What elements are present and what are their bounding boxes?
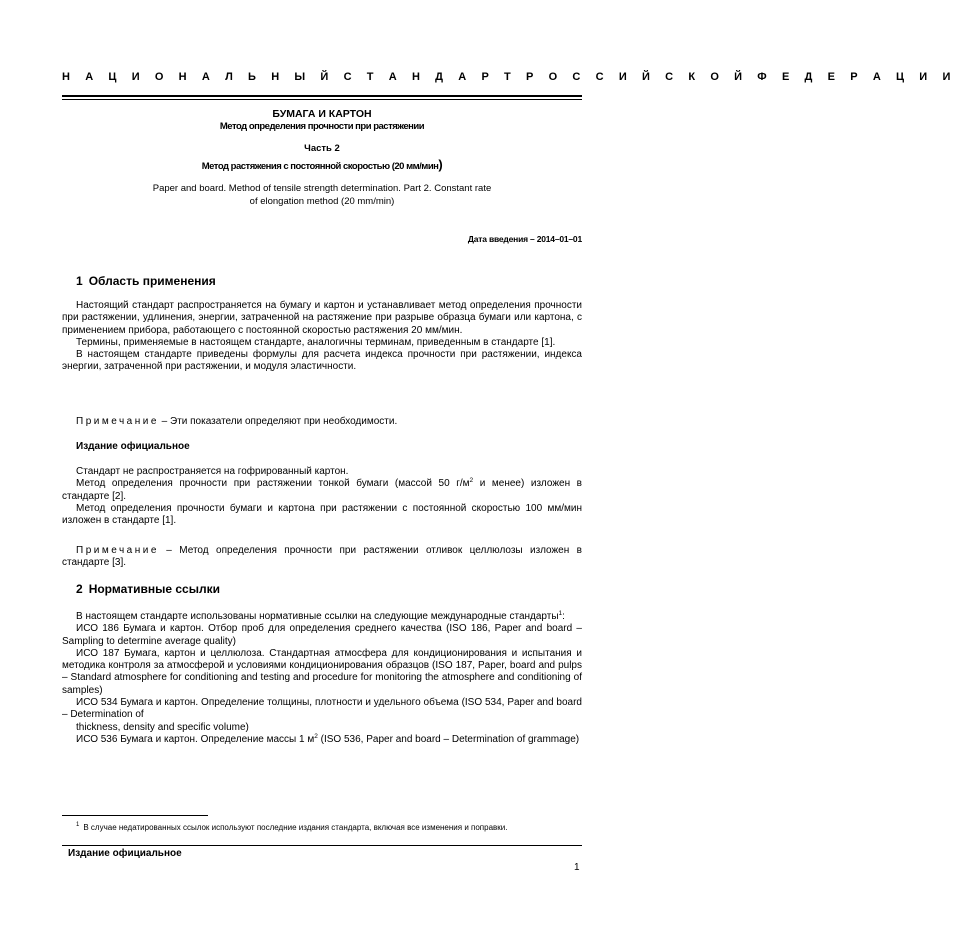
note2 [62, 545, 582, 570]
references-intro-b: : [562, 611, 565, 622]
thin-paper-text-b: и менее) изложен в стандарте [2]. [62, 478, 582, 502]
speed-100-paragraph: Метод определения прочности бумаги и картона при растяжении с постоянной скоростью 100 мм/мин изложен в стандарте [1]. [62, 502, 582, 527]
section2-number: 2 [76, 582, 83, 596]
title-english-line1: Paper and board. Method of tensile strength determination. Part 2. Constant rate [152, 183, 492, 194]
title-method-text: Метод растяжения с постоянной скоростью (20 мм/мин [201, 161, 439, 172]
scope-paragraph: Настоящий стандарт распространяется на бумагу и картон и устанавливает метод определения прочности при растяжении, удлинения, энергии, затраченной на растяжение при разрыве образца бумаги или картона, с применением прибора, работающего с постоянной скоростью растяжения 20 мм/мин. [62, 300, 582, 336]
reference-iso-536-a: ИСО 536 Бумага и картон. Определение массы 1 м [76, 733, 315, 745]
section1-heading [76, 274, 216, 288]
standard-header: Н А Ц И О Н А Л Ь Н Ы Й С Т А Н Д А Р Т Р О С С И Й С К О Й Ф Е Д Е Р А Ц И И [62, 71, 956, 83]
title-part: Часть 2 [304, 143, 340, 154]
reference-iso-536-b: (ISO 536, Paper and board – Determination of grammage) [317, 733, 580, 745]
footnote-rule [62, 815, 208, 816]
note2-label: Примечание [76, 545, 159, 556]
references-intro-a: В настоящем стандарте использованы нормативные ссылки на следующие международные стандарты [76, 611, 559, 622]
footnote-mark: 1 [76, 822, 80, 828]
footer-official-edition: Издание официальное [68, 848, 182, 859]
terms-paragraph: Термины, применяемые в настоящем стандарте, аналогичны терминам, приведенным в стандарте [1]. [76, 336, 556, 348]
header-rule-thick [62, 95, 582, 97]
reference-iso-536-sup: 2 [314, 732, 318, 740]
official-edition-label [62, 441, 582, 453]
thin-paper-sup: 2 [469, 477, 474, 485]
introduction-date: Дата введения – 2014–01–01 [467, 234, 582, 244]
thin-paper-paragraph [62, 478, 582, 503]
thin-paper-text-a: Метод определения прочности при растяжении тонкой бумаги (массой 50 г/м [76, 478, 470, 490]
note1 [62, 416, 582, 428]
section1-title: Область применения [88, 274, 216, 288]
official-edition-text: Издание официальное [76, 441, 190, 452]
note1-label: Примечание [76, 416, 159, 427]
section1-number: 1 [76, 274, 83, 288]
reference-iso-534: ИСО 534 Бумага и картон. Определение толщины, плотности и удельного объема (ISO 534, Paper and board – Determination of [62, 697, 582, 721]
title-method [62, 157, 582, 172]
footer-rule [62, 845, 582, 846]
header-rule-thin [62, 99, 582, 100]
note2-text: – Метод определения прочности при растяжении отливок целлюлозы изложен в стандарте [3]. [62, 545, 582, 569]
title-english-line2: of elongation method (20 mm/min) [249, 196, 395, 207]
section1-paragraphs [62, 300, 582, 374]
title-method-paren: ) [438, 157, 443, 172]
section2-title: Нормативные ссылки [88, 582, 220, 596]
reference-iso-534-cont: thickness, density and specific volume) [76, 721, 249, 733]
section2-references [62, 611, 582, 746]
footnote-text: В случае недатированных ссылок используют последние издания стандарта, включая все изменения и поправки. [83, 823, 508, 832]
reference-iso-187: ИСО 187 Бумага, картон и целлюлоза. Стандартная атмосфера для кондиционирования и испытания и методика контроля за атмосферой и условиями кондиционирования образцов (ISO 187, Paper, board and pulps – Standard atmosphere for conditioning and testing and procedure for monitoring the atmosphere and conditioning of samples) [62, 647, 582, 696]
note1-text: – Эти показатели определяют при необходимости. [158, 416, 398, 427]
references-intro [62, 611, 582, 623]
reference-iso-536 [62, 734, 582, 746]
footnote [62, 822, 582, 833]
references-intro-sup: 1 [558, 610, 563, 617]
section1-exclusions [62, 466, 582, 527]
title-main: БУМАГА И КАРТОН [272, 108, 372, 120]
page-number: 1 [574, 862, 580, 873]
corrugated-paragraph: Стандарт не распространяется на гофрированный картон. [76, 466, 349, 477]
title-subtitle: Метод определения прочности при растяжении [219, 121, 425, 132]
reference-iso-186: ИСО 186 Бумага и картон. Отбор проб для определения среднего качества (ISO 186, Paper and board – Sampling to determine average quality) [62, 623, 582, 647]
formulas-paragraph: В настоящем стандарте приведены формулы для расчета индекса прочности при растяжении, индекса энергии, затраченной при растяжении, и модуля эластичности. [62, 349, 582, 373]
section2-heading [76, 582, 220, 596]
title-english [62, 182, 582, 208]
